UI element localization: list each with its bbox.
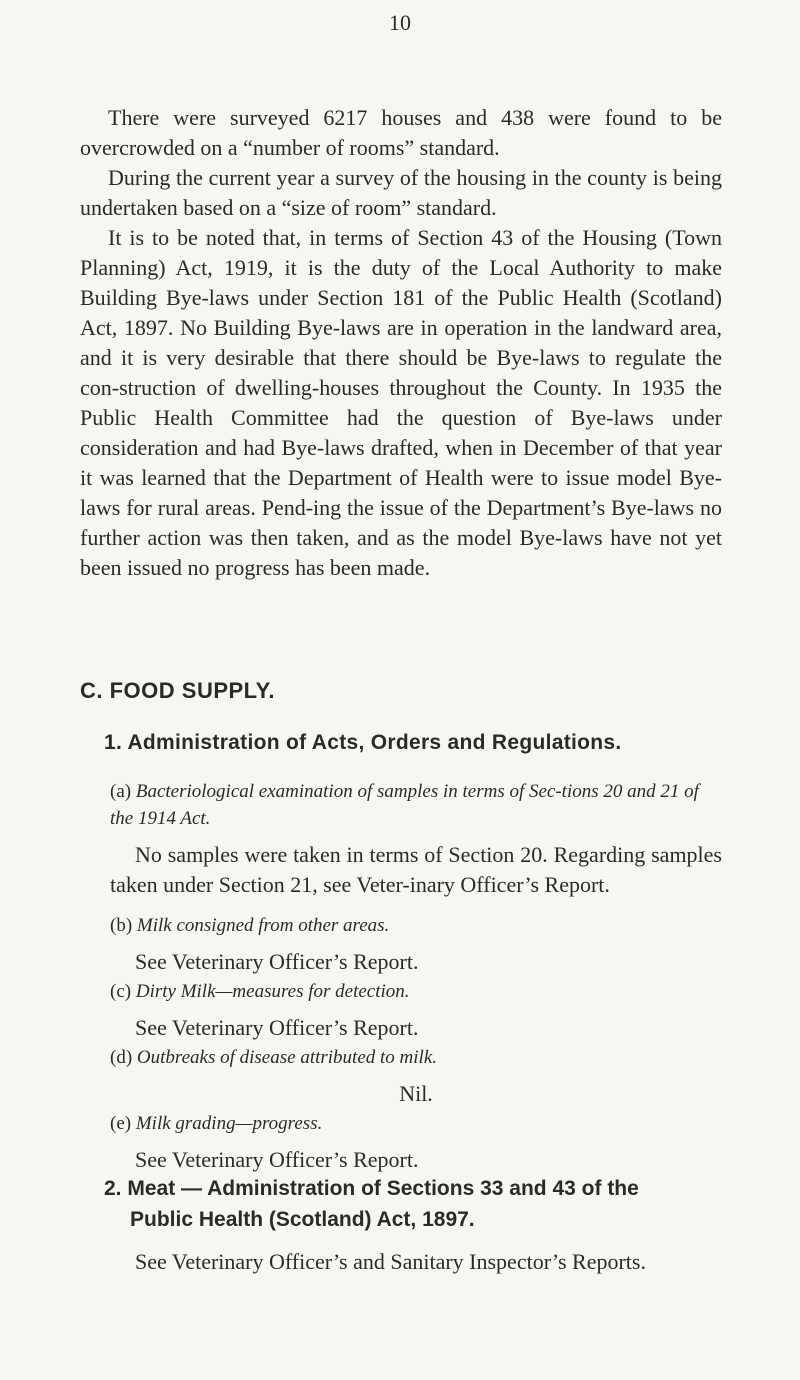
item-c: [110, 978, 722, 1043]
meat-body: [110, 1247, 722, 1277]
item-e-body: See Veterinary Officer’s Report.: [135, 1147, 419, 1172]
item-c-title: (c) Dirty Milk—measures for detection.: [110, 981, 410, 1002]
item-e: [110, 1110, 722, 1175]
subsection-heading-administration: 1. Administration of Acts, Orders and Regulations.: [104, 731, 622, 754]
paragraph-bye-laws: It is to be noted that, in terms of Section 43 of the Housing (Town Planning) Act, 1919, it is the duty of the Local Authority to make Building Bye-laws under Section 181 of the Public Health (Scotland) Act, 1897. No Building Bye-laws are in operation in the landward area, and it is very desirable that there should be Bye-laws to regulate the con-struction of dwelling-houses throughout the County. In 1935 the Public Health Committee had the question of Bye-laws under consideration and had Bye-laws drafted, when in December of that year it was learned that the Department of Health were to issue model Bye-laws for rural areas. Pend-ing the issue of the Department’s Bye-laws no further action was then taken, and as the model Bye-laws have not yet been issued no progress has been made.: [80, 225, 722, 580]
section-heading-food-supply: C. FOOD SUPPLY.: [80, 678, 275, 703]
meat-heading-line1: 2. Meat — Administration of Sections 33 and 43 of the: [104, 1177, 639, 1200]
item-d: [110, 1044, 722, 1109]
item-b-title: (b) Milk consigned from other areas.: [110, 915, 390, 936]
paragraph-survey: There were surveyed 6217 houses and 438 were found to be overcrowded on a “number of rooms” standard.: [80, 105, 722, 160]
item-a-title: (a) Bacteriological examination of samples in terms of Sec-tions 20 and 21 of the 1914 Act.: [110, 781, 699, 829]
subsection-heading-meat: [104, 1173, 722, 1235]
item-a: [110, 778, 722, 900]
meat-body-text: See Veterinary Officer’s and Sanitary Inspector’s Reports.: [135, 1249, 646, 1274]
item-a-label: (a): [110, 781, 132, 802]
item-e-title: (e) Milk grading—progress.: [110, 1113, 323, 1134]
paragraph-current-year: During the current year a survey of the housing in the county is being undertaken based on a “size of room” standard.: [80, 165, 722, 220]
item-d-title: (d) Outbreaks of disease attributed to milk.: [110, 1047, 438, 1068]
item-b-label: (b): [110, 915, 133, 936]
housing-text: [80, 103, 722, 583]
item-e-label: (e): [110, 1113, 132, 1134]
item-d-body: Nil.: [399, 1081, 433, 1106]
item-d-label: (d): [110, 1047, 133, 1068]
page-number: 10: [389, 10, 411, 35]
item-b-body: See Veterinary Officer’s Report.: [135, 949, 419, 974]
item-c-body: See Veterinary Officer’s Report.: [135, 1015, 419, 1040]
item-a-body: No samples were taken in terms of Section 20. Regarding samples taken under Section 21, see Veter-inary Officer’s Report.: [110, 842, 722, 897]
item-c-label: (c): [110, 981, 132, 1002]
item-b: [110, 912, 722, 977]
meat-heading-line2: Public Health (Scotland) Act, 1897.: [130, 1208, 475, 1231]
